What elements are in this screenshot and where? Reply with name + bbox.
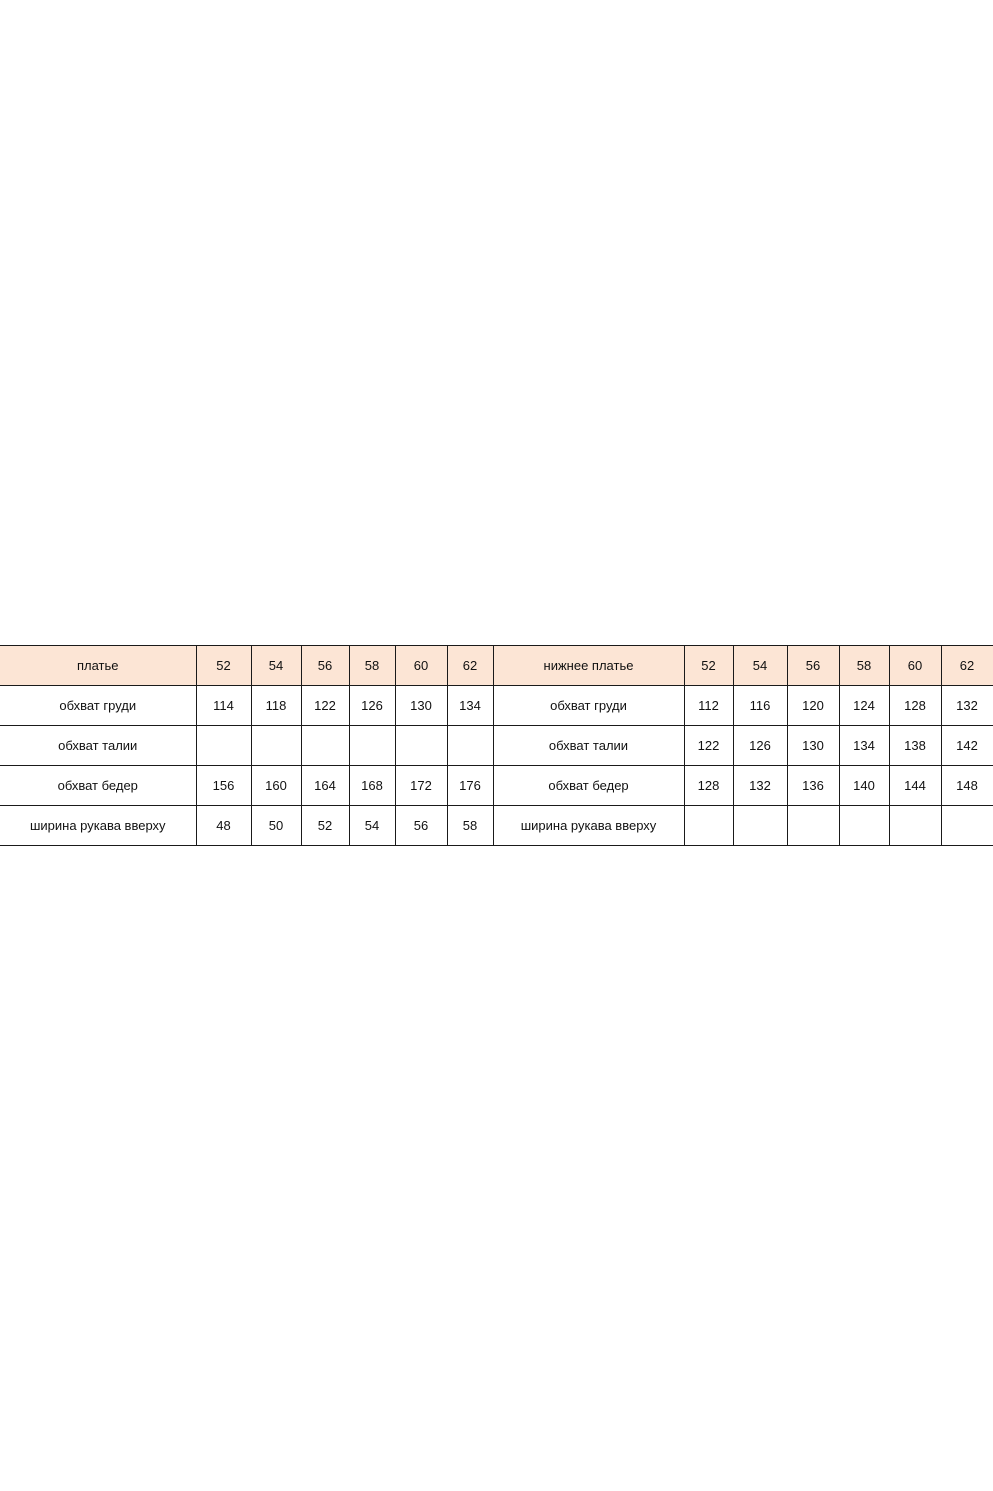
- underdress-cell: 142: [941, 726, 993, 766]
- underdress-cell: [889, 806, 941, 846]
- dress-row-label: обхват бедер: [0, 766, 196, 806]
- underdress-cell: 138: [889, 726, 941, 766]
- table-row: [0, 686, 993, 726]
- dress-cell: 126: [349, 686, 395, 726]
- underdress-cell: 124: [839, 686, 889, 726]
- underdress-row-label: обхват талии: [493, 726, 684, 766]
- underdress-cell: 134: [839, 726, 889, 766]
- underdress-size-header: 60: [889, 646, 941, 686]
- table-row: [0, 806, 993, 846]
- underdress-size-header: 52: [684, 646, 733, 686]
- dress-cell: 130: [395, 686, 447, 726]
- dress-cell: [251, 726, 301, 766]
- underdress-cell: [684, 806, 733, 846]
- underdress-cell: 120: [787, 686, 839, 726]
- dress-cell: [447, 726, 493, 766]
- dress-cell: [349, 726, 395, 766]
- underdress-cell: 126: [733, 726, 787, 766]
- underdress-size-header: 58: [839, 646, 889, 686]
- underdress-row-label: обхват бедер: [493, 766, 684, 806]
- dress-cell: 52: [301, 806, 349, 846]
- dress-cell: 114: [196, 686, 251, 726]
- dress-cell: 176: [447, 766, 493, 806]
- dress-cell: 56: [395, 806, 447, 846]
- dress-row-label: ширина рукава вверху: [0, 806, 196, 846]
- dress-cell: 58: [447, 806, 493, 846]
- underdress-cell: 128: [684, 766, 733, 806]
- dress-cell: 48: [196, 806, 251, 846]
- underdress-title: нижнее платье: [493, 646, 684, 686]
- dress-cell: 118: [251, 686, 301, 726]
- dress-size-header: 62: [447, 646, 493, 686]
- table-row: [0, 726, 993, 766]
- header-row: [0, 646, 993, 686]
- dress-cell: 168: [349, 766, 395, 806]
- dress-title: платье: [0, 646, 196, 686]
- dress-cell: 54: [349, 806, 395, 846]
- dress-cell: 122: [301, 686, 349, 726]
- dress-cell: 160: [251, 766, 301, 806]
- dress-row-label: обхват груди: [0, 686, 196, 726]
- dress-cell: 50: [251, 806, 301, 846]
- dress-size-header: 60: [395, 646, 447, 686]
- underdress-cell: [733, 806, 787, 846]
- underdress-size-header: 56: [787, 646, 839, 686]
- underdress-cell: 132: [941, 686, 993, 726]
- dress-cell: [301, 726, 349, 766]
- underdress-cell: 130: [787, 726, 839, 766]
- dress-size-header: 58: [349, 646, 395, 686]
- underdress-row-label: ширина рукава вверху: [493, 806, 684, 846]
- underdress-row-label: обхват груди: [493, 686, 684, 726]
- dress-row-label: обхват талии: [0, 726, 196, 766]
- underdress-size-header: 62: [941, 646, 993, 686]
- underdress-cell: [787, 806, 839, 846]
- dress-cell: 164: [301, 766, 349, 806]
- underdress-size-header: 54: [733, 646, 787, 686]
- dress-cell: [395, 726, 447, 766]
- table-row: [0, 766, 993, 806]
- dress-size-header: 52: [196, 646, 251, 686]
- underdress-cell: [941, 806, 993, 846]
- underdress-cell: [839, 806, 889, 846]
- dress-size-header: 54: [251, 646, 301, 686]
- underdress-cell: 112: [684, 686, 733, 726]
- dress-size-header: 56: [301, 646, 349, 686]
- underdress-cell: 132: [733, 766, 787, 806]
- underdress-cell: 136: [787, 766, 839, 806]
- underdress-cell: 122: [684, 726, 733, 766]
- size-chart-table: [0, 645, 993, 846]
- underdress-cell: 128: [889, 686, 941, 726]
- underdress-cell: 148: [941, 766, 993, 806]
- underdress-cell: 140: [839, 766, 889, 806]
- underdress-cell: 116: [733, 686, 787, 726]
- dress-cell: [196, 726, 251, 766]
- dress-cell: 172: [395, 766, 447, 806]
- underdress-cell: 144: [889, 766, 941, 806]
- dress-cell: 134: [447, 686, 493, 726]
- dress-cell: 156: [196, 766, 251, 806]
